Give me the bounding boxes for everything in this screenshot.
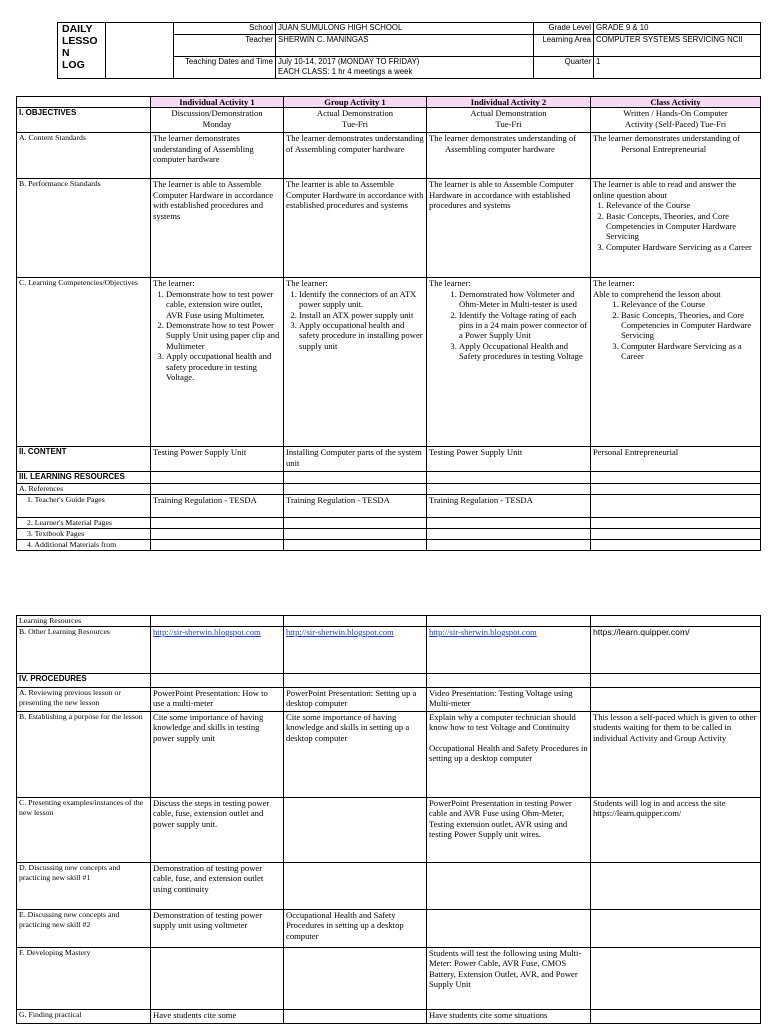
performance-standard-cell: The learner is able to Assemble Computer Hardware in accordance with established procedures and systems	[427, 179, 591, 278]
dates-value: July 10-14, 2017 (MONDAY TO FRIDAY) EACH CLASS: 1 hr 4 meetings a week	[276, 57, 534, 79]
proc-g-label: G. Finding practical	[17, 1010, 151, 1024]
proc-d-cell: Demonstration of testing power cable, fuse, and extension outlet using continuity	[151, 863, 284, 910]
lesson-table-2	[16, 615, 761, 1024]
competency-cell: The learner: 1. Identify the connectors of an ATX power supply unit. 2. Install an ATX power supply unit 3. Apply occupational health and safety procedure in installing power supply unit	[284, 278, 427, 447]
col-header-group-1: Group Activity 1	[284, 97, 427, 108]
proc-a-cell: Video Presentation: Testing Voltage using Multi-meter	[427, 688, 591, 712]
content-cell: Installing Computer parts of the system unit	[284, 447, 427, 472]
col-header-individual-2: Individual Activity 2	[427, 97, 591, 108]
proc-a-cell: PowerPoint Presentation: How to use a multi-meter	[151, 688, 284, 712]
content-cell: Testing Power Supply Unit	[427, 447, 591, 472]
content-standard-cell: The learner demonstrates understanding of Assembling computer hardware	[284, 133, 427, 179]
proc-a-label: A. Reviewing previous lesson or presenting the new lesson	[17, 688, 151, 712]
teachers-guide-cell: Training Regulation - TESDA	[284, 495, 427, 518]
header-table	[57, 22, 761, 79]
blog-link[interactable]: http://sir-sherwin.blogspot.com	[427, 627, 591, 674]
proc-c-cell: Students will log in and access the site https://learn.quipper.com/	[591, 798, 761, 863]
area-value: COMPUTER SYSTEMS SERVICING NCII	[594, 35, 761, 57]
proc-f-cell: Students will test the following using Multi-Meter: Power Cable, AVR Fuse, CMOS Battery, Extension Outlet, AVR, and Power Supply Unit	[427, 948, 591, 1010]
proc-b-cell: Cite some importance of having knowledge and skills in testing power supply unit	[151, 712, 284, 798]
proc-b-cell: Explain why a computer technician should know how to test Voltage and Continuity Occupational Health and Safety Procedures in setting up a desktop computer	[427, 712, 591, 798]
proc-b-cell: This lesson a self-paced which is given to other students waiting for them to be called in individual Activity and Group Activity	[591, 712, 761, 798]
area-label: Learning Area	[534, 35, 594, 57]
performance-standard-cell: The learner is able to Assemble Computer Hardware in accordance with established procedures and systems	[284, 179, 427, 278]
references-label: A. References	[17, 484, 151, 495]
teachers-guide-cell: Training Regulation - TESDA	[151, 495, 284, 518]
blog-link[interactable]: http://sir-sherwin.blogspot.com	[151, 627, 284, 674]
proc-g-cell: Have students cite some situations	[427, 1010, 591, 1024]
performance-standard-cell: The learner is able to read and answer the online question about 1. Relevance of the Course 2. Basic Concepts, Theories, and Core Competencies in Computer Hardware Servicing 3. Computer Hardware Servicing as a Career	[591, 179, 761, 278]
school-label: School	[174, 23, 276, 35]
proc-a-cell: PowerPoint Presentation: Setting up a desktop computer	[284, 688, 427, 712]
performance-standard-cell: The learner is able to Assemble Computer Hardware in accordance with established procedures and systems	[151, 179, 284, 278]
col-header-individual-1: Individual Activity 1	[151, 97, 284, 108]
textbook-label: 3. Textbook Pages	[17, 529, 151, 540]
other-resources-label: B. Other Learning Resources	[17, 627, 151, 674]
content-label: II. CONTENT	[17, 447, 151, 472]
competency-cell: The learner: 1. Demonstrate how to test power cable, extension wire outlet, AVR Fuse using Multimeter. 2. Demonstrate how to test Power Supply Unit using paper clip and Multimeter 3. Apply occupational health and safety procedure in testing Voltage.	[151, 278, 284, 447]
proc-c-cell: Discuss the steps in testing power cable, fuse, extension outlet and power supply unit.	[151, 798, 284, 863]
proc-e-cell: Demonstration of testing power supply unit using voltmeter	[151, 910, 284, 948]
proc-e-cell: Occupational Health and Safety Procedures in setting up a desktop computer	[284, 910, 427, 948]
competency-cell: The learner: 1. Demonstrated how Voltmeter and Ohm-Meter in Multi-tester is used 2. Identify the Voltage rating of each pins in a 24 main power connector of a Power Supply Unit 3. Apply Occupational Health and Safety procedures in testing Voltage	[427, 278, 591, 447]
objective-mode: Actual Demonstration Tue-Fri	[284, 108, 427, 133]
objective-mode: Written / Hands-On Computer Activity (Self-Paced) Tue-Fri	[591, 108, 761, 133]
competency-cell: The learner: Able to comprehend the lesson about 1. Relevance of the Course 2. Basic Concepts, Theories, and Core Competencies in Computer Hardware Servicing 3. Computer Hardware Servicing as a Career	[591, 278, 761, 447]
proc-f-label: F. Developing Mastery	[17, 948, 151, 1010]
procedures-label: IV. PROCEDURES	[17, 674, 151, 688]
blog-link[interactable]: http://sir-sherwin.blogspot.com	[284, 627, 427, 674]
grade-label: Grade Level	[534, 23, 594, 35]
school-value: JUAN SUMULONG HIGH SCHOOL	[276, 23, 534, 35]
objectives-label: I. OBJECTIVES	[17, 108, 151, 133]
grade-value: GRADE 9 & 10	[594, 23, 761, 35]
quarter-label: Quarter	[534, 57, 594, 79]
dates-label: Teaching Dates and Time	[174, 57, 276, 79]
proc-b-label: B. Establishing a purpose for the lesson	[17, 712, 151, 798]
content-standard-cell: The learner demonstrates understanding of Assembling computer hardware	[151, 133, 284, 179]
teacher-value: SHERWIN C. MANINGAS	[276, 35, 534, 57]
additional-materials-label: 4. Additional Materials from	[17, 540, 151, 551]
performance-standards-label: B. Performance Standards	[17, 179, 151, 278]
content-standard-cell: The learner demonstrates understanding of Assembling computer hardware	[427, 133, 591, 179]
teachers-guide-label: 1. Teacher's Guide Pages	[17, 495, 151, 518]
learners-material-label: 2. Learner's Material Pages	[17, 518, 151, 529]
proc-c-cell: PowerPoint Presentation in testing Power cable and AVR Fuse using Ohm-Meter, Testing extension outlet, AVR using and testing Power Supply unit wires.	[427, 798, 591, 863]
learning-resources-label: Learning Resources	[17, 616, 151, 627]
dll-title: DAILY LESSO N LOG	[58, 23, 106, 79]
quipper-link[interactable]: https://learn.quipper.com/	[591, 627, 761, 674]
quarter-value: 1	[594, 57, 761, 79]
competencies-label: C. Learning Competencies/Objectives	[17, 278, 151, 447]
col-header-class: Class Activity	[591, 97, 761, 108]
objective-mode: Actual Demonstration Tue-Fri	[427, 108, 591, 133]
content-cell: Testing Power Supply Unit	[151, 447, 284, 472]
lesson-table-1	[16, 96, 761, 551]
content-cell: Personal Entrepreneurial	[591, 447, 761, 472]
teachers-guide-cell: Training Regulation - TESDA	[427, 495, 591, 518]
resources-label: III. LEARNING RESOURCES	[17, 472, 151, 484]
proc-e-label: E. Discussing new concepts and practicing new skill #2	[17, 910, 151, 948]
content-standard-cell: The learner demonstrates understanding of Personal Entrepreneurial	[591, 133, 761, 179]
proc-c-label: C. Presenting examples/instances of the new lesson	[17, 798, 151, 863]
teacher-label: Teacher	[174, 35, 276, 57]
proc-g-cell: Have students cite some	[151, 1010, 284, 1024]
content-standards-label: A. Content Standards	[17, 133, 151, 179]
proc-b-cell: Cite some importance of having knowledge and skills in setting up a desktop computer	[284, 712, 427, 798]
objective-mode: Discussion/Demonstration Monday	[151, 108, 284, 133]
proc-d-label: D. Discussing new concepts and practicing new skill #1	[17, 863, 151, 910]
